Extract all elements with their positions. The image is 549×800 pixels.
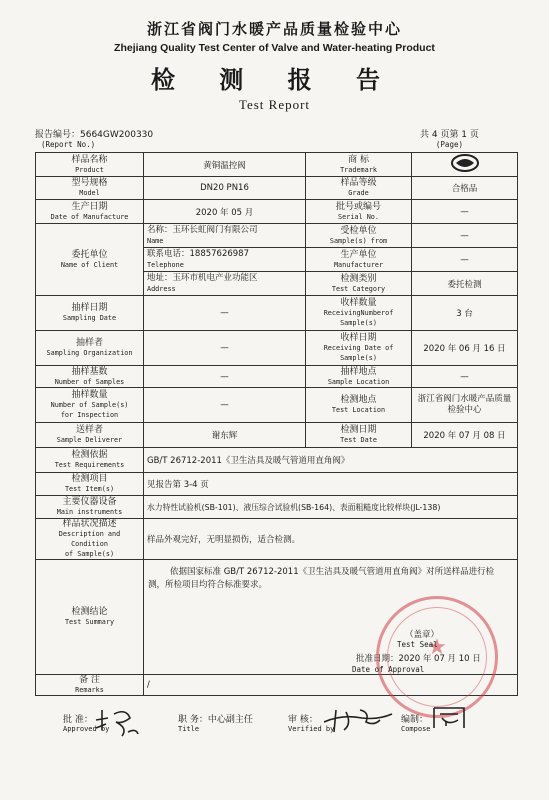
seal-en: Test Seal <box>397 640 438 649</box>
received-date-value: 2020 年 06 月 16 日 <box>412 331 518 366</box>
client-label: 委托单位 Name of Client <box>36 224 144 296</box>
page-number-en: (Page) <box>435 140 463 149</box>
sampling-date-label: 抽样日期 Sampling Date <box>36 296 144 331</box>
sample-location-value: — <box>412 366 518 388</box>
page-number <box>420 127 479 149</box>
test-location-value: 浙江省阀门水暖产品质量 检验中心 <box>412 388 518 423</box>
deliverer-label: 送样者 Sample Deliverer <box>36 423 144 448</box>
inspection-number-label: 抽样数量 Number of Sample(s) for Inspection <box>36 388 144 423</box>
title: 职 务：中心副主任 Title <box>178 715 253 733</box>
seal-star-icon: ★ <box>427 635 447 660</box>
grade-value: 合格品 <box>412 177 518 200</box>
condition-label: 样品状况描述 Description and Condition of Sample(s) <box>36 519 144 560</box>
table-row <box>36 473 518 496</box>
table-row <box>36 388 518 423</box>
table-row <box>36 519 518 560</box>
table-row <box>36 423 518 448</box>
report-title-cn: 检 测 报 告 <box>150 66 399 94</box>
table-row <box>36 200 518 224</box>
remarks-value: / <box>144 675 518 696</box>
serial-value: — <box>412 200 518 224</box>
items-label: 检测项目 Test Item(s) <box>36 473 144 496</box>
requirements-label: 检测依据 Test Requirements <box>36 448 144 473</box>
approval-date: 批准日期：2020 年 07 月 10 日 <box>356 654 481 664</box>
number-samples-value: — <box>144 366 306 388</box>
model-value: DN20 PN16 <box>144 177 306 200</box>
manufacturer-label: 生产单位 Manufacturer <box>306 248 412 272</box>
report-number-en: (Report No.) <box>41 140 96 149</box>
received-number-value: 3 台 <box>412 296 518 331</box>
model-label: 型号规格 Model <box>36 177 144 200</box>
summary-label: 检测结论 Test Summary <box>36 560 144 675</box>
approved-by: 批 准： Approved by <box>63 715 110 733</box>
items-value: 见报告第 3-4 页 <box>144 473 518 496</box>
inspection-number-value: — <box>144 388 306 423</box>
brand-logo-icon <box>450 153 480 173</box>
date-mfg-label: 生产日期 Date of Manufacture <box>36 200 144 224</box>
org-name-cn: 浙江省阀门水暖产品质量检验中心 <box>146 20 402 38</box>
sample-from-value: — <box>412 224 518 248</box>
table-row <box>36 366 518 388</box>
approval-date-en: Date of Approval <box>352 665 425 674</box>
table-row <box>36 496 518 519</box>
remarks-label: 备 注 Remarks <box>36 675 144 696</box>
report-title-en: Test Report <box>238 97 311 112</box>
product-label: 样品名称 Product <box>36 153 144 177</box>
seal-cn: （盖章） <box>405 630 440 640</box>
product-value: 黄铜温控阀 <box>144 153 306 177</box>
table-row <box>36 448 518 473</box>
requirements-value: GB/T 26712-2011《卫生洁具及暖气管道用直角阀》 <box>144 448 518 473</box>
test-category-label: 检测类别 Test Category <box>306 272 412 296</box>
sampling-date-value: — <box>144 296 306 331</box>
deliverer-value: 谢东辉 <box>144 423 306 448</box>
trademark-logo <box>412 153 518 177</box>
verifier-signature-icon <box>322 704 394 734</box>
client-name: 名称：玉环长虹阀门有限公司 Name <box>144 224 306 248</box>
condition-value: 样品外观完好，无明显损伤，适合检测。 <box>144 519 518 560</box>
report-number-cn: 报告编号：5664GW200330 <box>35 130 154 140</box>
test-location-label: 检测地点 Test Location <box>306 388 412 423</box>
trademark-label: 商 标 Trademark <box>306 153 412 177</box>
table-row <box>36 224 518 248</box>
test-date-label: 检测日期 Test Date <box>306 423 412 448</box>
received-date-label: 收样日期 Receiving Date of Sample(s) <box>306 331 412 366</box>
date-mfg-value: 2020 年 05 月 <box>144 200 306 224</box>
received-number-label: 收样数量 ReceivingNumberof Sample(s) <box>306 296 412 331</box>
table-row <box>36 296 518 331</box>
sample-location-label: 抽样地点 Sample Location <box>306 366 412 388</box>
summary-text: 依据国家标准 GB/T 26712-2011《卫生洁具及暖气管道用直角阀》对所送样品进行检测，所检项目均符合标准要求。 <box>148 567 495 590</box>
table-row <box>36 153 518 177</box>
page-number-cn: 共 4 页第 1 页 <box>420 130 479 140</box>
manufacturer-value: — <box>412 248 518 272</box>
sampling-org-label: 抽样者 Sampling Organization <box>36 331 144 366</box>
compose: 编制： Compose <box>401 715 431 733</box>
instruments-label: 主要仪器设备 Main instruments <box>36 496 144 519</box>
report-number <box>35 127 153 149</box>
serial-label: 批号或编号 Serial No. <box>306 200 412 224</box>
number-samples-label: 抽样基数 Number of Samples <box>36 366 144 388</box>
table-row <box>36 331 518 366</box>
test-date-value: 2020 年 07 月 08 日 <box>412 423 518 448</box>
client-telephone: 联系电话：18857626987 Telephone <box>144 248 306 272</box>
sample-from-label: 受检单位 Sample(s) from <box>306 224 412 248</box>
composer-signature-icon <box>430 704 470 732</box>
test-category-value: 委托检测 <box>412 272 518 296</box>
sampling-org-value: — <box>144 331 306 366</box>
verified-by: 审 核： Verified by <box>288 715 335 733</box>
grade-label: 样品等级 Grade <box>306 177 412 200</box>
table-row <box>36 177 518 200</box>
org-name-en: Zhejiang Quality Test Center of Valve and Water-heating Product <box>114 42 435 54</box>
approver-signature-icon <box>92 706 142 740</box>
client-address: 地址：玉环市机电产业功能区 Address <box>144 272 306 296</box>
instruments-value: 水力特性试验机(SB-101)、液压综合试验机(SB-164)、表面粗糙度比较样块(JL-138) <box>144 496 518 519</box>
